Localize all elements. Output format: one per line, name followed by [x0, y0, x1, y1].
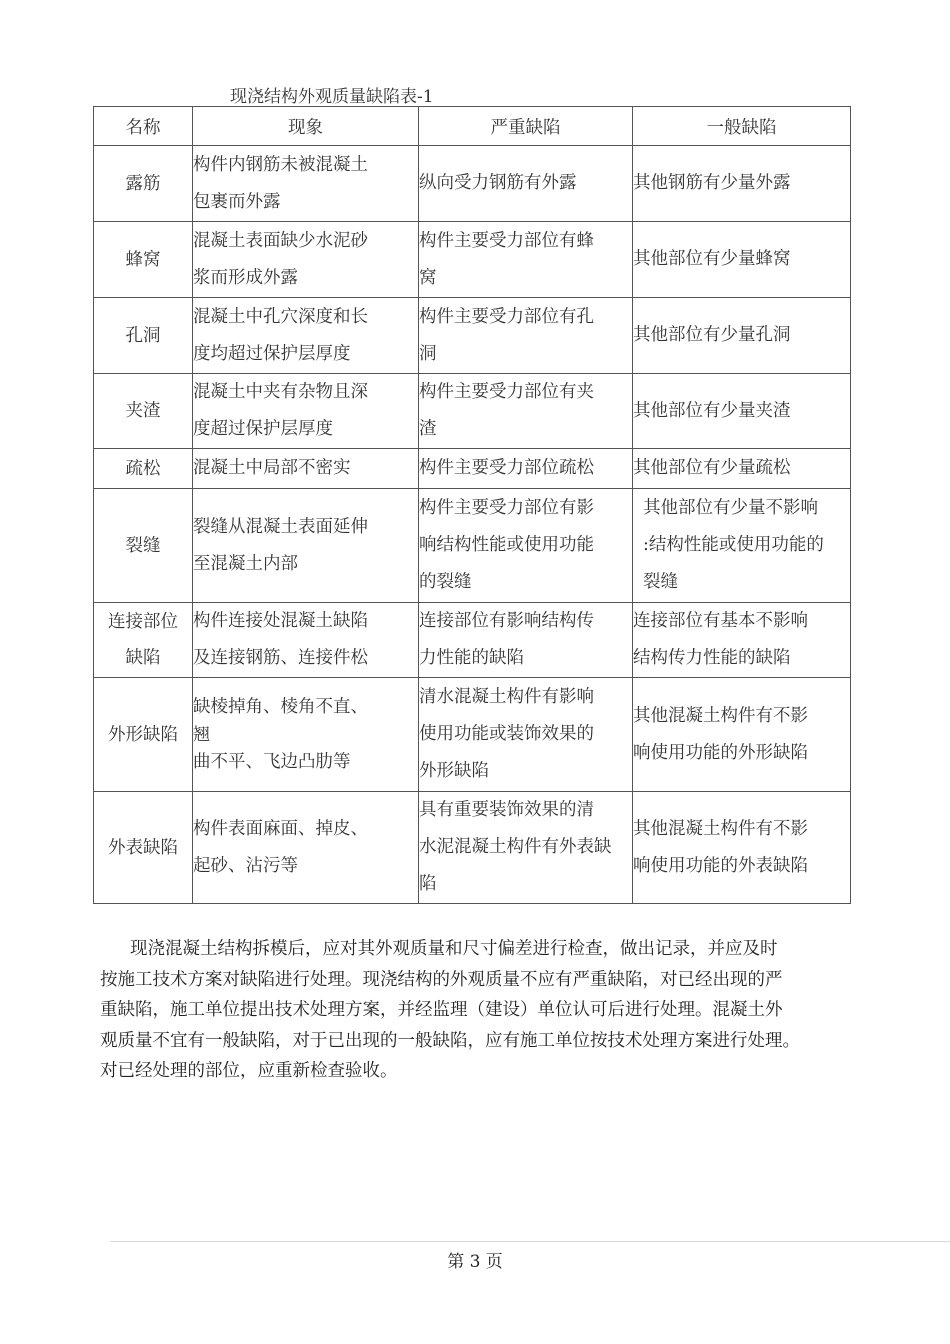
body-paragraph [100, 934, 860, 1087]
cell-line: 响使用功能的外表缺陷 [633, 855, 808, 876]
cell-line: 陷 [419, 874, 437, 894]
cell-line: 缺棱掉角、棱角不直、 [193, 696, 368, 717]
cell-line: 疏松 [125, 458, 161, 479]
cell-line: 其他部位有少量孔洞 [633, 325, 791, 345]
header-general: 一般缺陷 [633, 107, 851, 146]
page-number: 第 3 页 [447, 1252, 503, 1272]
cell-line: 浆而形成外露 [193, 267, 298, 288]
cell-name [94, 146, 193, 222]
header-name: 名称 [94, 107, 193, 146]
cell-name [94, 489, 193, 603]
cell-general [633, 298, 851, 374]
cell-name [94, 449, 193, 489]
cell-line: 其他钢筋有少量外露 [633, 173, 791, 193]
cell-line: 具有重要装饰效果的清 [419, 800, 594, 820]
cell-line: 力性能的缺陷 [419, 648, 524, 668]
cell-general [633, 374, 851, 449]
cell-line: 裂缝 [643, 572, 678, 592]
table-row [94, 489, 851, 603]
cell-phenomenon [193, 298, 419, 374]
header-phenomenon: 现象 [193, 107, 419, 146]
cell-line: 连接部位有影响结构传 [419, 611, 594, 631]
cell-line: 其他部位有少量蜂窝 [633, 249, 791, 269]
cell-severe [419, 146, 633, 222]
cell-severe [419, 298, 633, 374]
cell-phenomenon [193, 489, 419, 603]
cell-general [633, 603, 851, 678]
cell-line: 响结构性能或使用功能 [419, 535, 594, 555]
cell-name [94, 603, 193, 678]
cell-name [94, 298, 193, 374]
cell-line: 其他部位有少量夹渣 [633, 400, 791, 421]
cell-line: 窝 [419, 267, 437, 288]
cell-line: 连接部位有基本不影响 [633, 611, 808, 631]
cell-phenomenon [193, 792, 419, 904]
cell-line: 起砂、沾污等 [193, 855, 298, 876]
cell-line: 蜂窝 [125, 249, 161, 270]
cell-severe [419, 678, 633, 792]
cell-phenomenon [193, 146, 419, 222]
cell-line: 结构传力性能的缺陷 [633, 648, 791, 668]
cell-line: 构件表面麻面、掉皮、 [193, 818, 368, 839]
cell-line: 构件主要受力部位有蜂 [419, 230, 594, 251]
cell-line: 度均超过保护层厚度 [193, 343, 351, 364]
cell-line: 裂缝 [125, 535, 161, 556]
cell-name [94, 792, 193, 904]
cell-line: 连接部位 [108, 612, 178, 632]
cell-line: 夹渣 [125, 401, 161, 421]
cell-severe [419, 603, 633, 678]
cell-general [633, 146, 851, 222]
paragraph-line [100, 965, 860, 996]
paragraph-text: 按施工技术方案对缺陷进行处理。现浇结构的外观质量不应有严重缺陷，对已经出现的严 [100, 969, 783, 990]
cell-line: 构件内钢筋未被混凝土 [193, 154, 368, 175]
cell-line: 裂缝从混凝土表面延伸 [193, 516, 368, 537]
cell-line: 其他混凝土构件有不影 [633, 705, 808, 726]
cell-line: 清水混凝土构件有影响 [419, 687, 594, 707]
cell-line: 水泥混凝土构件有外表缺 [419, 837, 612, 857]
cell-line: 其他混凝土构件有不影 [633, 818, 808, 839]
cell-general [633, 678, 851, 792]
cell-phenomenon [193, 374, 419, 449]
cell-general [633, 449, 851, 489]
cell-severe [419, 222, 633, 298]
paragraph-line [100, 995, 860, 1026]
cell-phenomenon [193, 449, 419, 489]
paragraph-text: 重缺陷，施工单位提出技术处理方案，并经监理（建设）单位认可后进行处理。混凝土外 [100, 1000, 783, 1020]
table-caption: 现浇结构外观质量缺陷表-1 [230, 87, 434, 107]
footer-divider [110, 1241, 950, 1242]
cell-line: 缺陷 [125, 648, 161, 668]
cell-line: 构件主要受力部位疏松 [419, 458, 594, 478]
cell-name [94, 222, 193, 298]
cell-phenomenon [193, 222, 419, 298]
cell-line: 曲不平、飞边凸肋等 [193, 751, 351, 772]
cell-general [633, 222, 851, 298]
cell-name [94, 678, 193, 792]
cell-line: 包裹而外露 [193, 191, 281, 212]
cell-line: 渣 [419, 419, 437, 439]
cell-phenomenon [193, 603, 419, 678]
table-body [94, 146, 851, 904]
table-header-row [94, 107, 851, 146]
cell-general [633, 489, 851, 603]
cell-phenomenon [193, 678, 419, 792]
cell-line: 其他部位有少量疏松 [633, 458, 791, 478]
cell-line: 构件连接处混凝土缺陷 [193, 611, 368, 631]
cell-line: 外形缺陷 [419, 761, 489, 781]
cell-line: 混凝土中夹有杂物且深 [193, 382, 368, 402]
table-row [94, 792, 851, 904]
cell-line: 翘 [193, 724, 210, 745]
cell-line: 混凝土中孔穴深度和长 [193, 306, 368, 327]
table-row [94, 678, 851, 792]
cell-line: 使用功能或装饰效果的 [419, 724, 594, 744]
cell-line: 外表缺陷 [108, 837, 178, 858]
cell-line: 构件主要受力部位有孔 [419, 306, 594, 327]
paragraph-line [100, 1026, 860, 1057]
cell-line: 响使用功能的外形缺陷 [633, 742, 808, 763]
cell-line: 构件主要受力部位有夹 [419, 382, 594, 402]
cell-line: 洞 [419, 343, 437, 364]
defects-table [93, 106, 851, 904]
cell-line: 外形缺陷 [108, 724, 178, 745]
cell-line: 纵向受力钢筋有外露 [419, 173, 577, 193]
cell-line: 的裂缝 [419, 572, 472, 592]
table-row [94, 298, 851, 374]
paragraph-text: 对已经处理的部位，应重新检查验收。 [100, 1061, 398, 1081]
table-row [94, 222, 851, 298]
cell-line: 及连接钢筋、连接件松 [193, 648, 368, 668]
cell-line: 混凝土表面缺少水泥砂 [193, 230, 368, 251]
cell-name [94, 374, 193, 449]
cell-severe [419, 489, 633, 603]
table-row [94, 374, 851, 449]
cell-line: :结构性能或使用功能的 [643, 535, 824, 555]
cell-line: 露筋 [125, 173, 161, 194]
table-row [94, 603, 851, 678]
cell-severe [419, 449, 633, 489]
cell-line: 混凝土中局部不密实 [193, 458, 351, 478]
paragraph-text: 现浇混凝土结构拆模后，应对其外观质量和尺寸偏差进行检查，做出记录，并应及时 [130, 939, 778, 959]
cell-line: 构件主要受力部位有影 [419, 498, 594, 518]
paragraph-line [100, 1056, 860, 1087]
cell-line: 度超过保护层厚度 [193, 419, 333, 439]
table-row [94, 449, 851, 489]
cell-severe [419, 792, 633, 904]
cell-severe [419, 374, 633, 449]
paragraph-line [100, 934, 860, 965]
paragraph-text: 观质量不宜有一般缺陷，对于已出现的一般缺陷，应有施工单位按技术处理方案进行处理。 [100, 1030, 800, 1051]
table-row [94, 146, 851, 222]
cell-general [633, 792, 851, 904]
header-severe: 严重缺陷 [419, 107, 633, 146]
cell-line: 孔洞 [125, 325, 161, 346]
cell-line: 其他部位有少量不影响 [643, 498, 818, 518]
cell-line: 至混凝土内部 [193, 553, 298, 574]
